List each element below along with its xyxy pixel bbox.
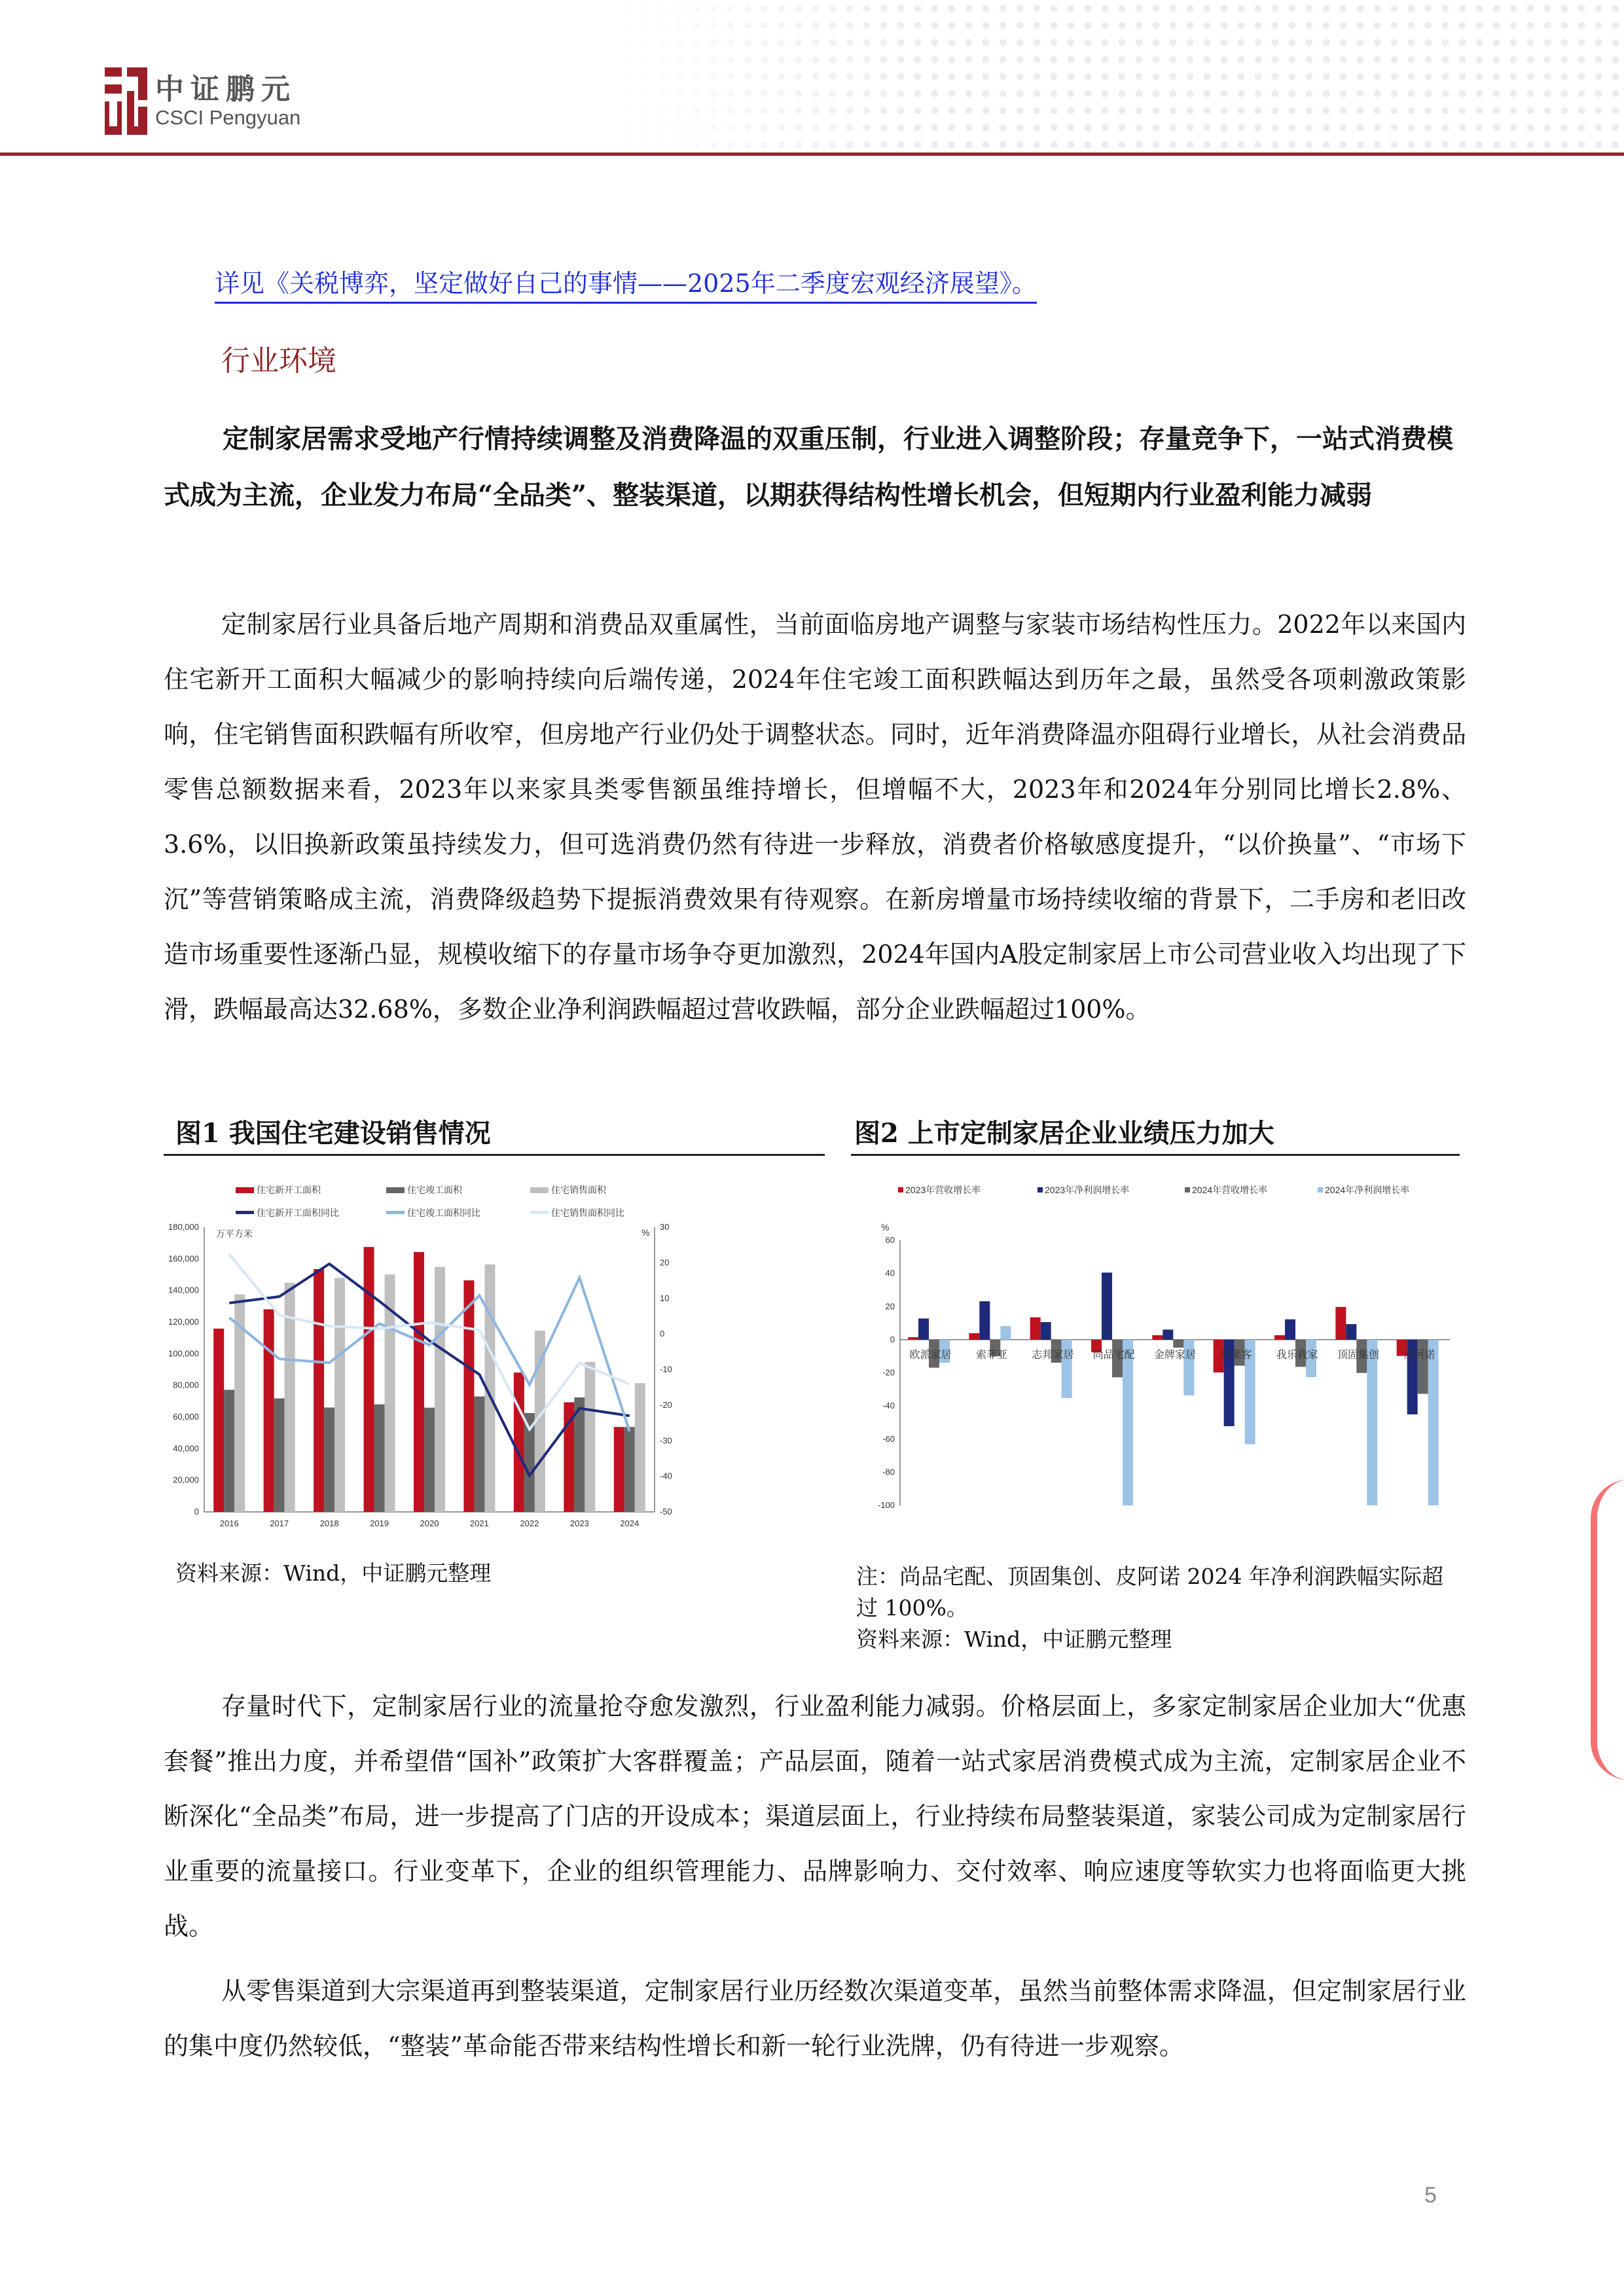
figure2-title: 图2 上市定制家居企业业绩压力加大	[854, 1118, 1274, 1149]
svg-text:-60: -60	[882, 1433, 895, 1444]
svg-text:140,000: 140,000	[168, 1285, 199, 1295]
svg-text:10: 10	[660, 1293, 670, 1303]
svg-text:2021: 2021	[469, 1518, 489, 1528]
svg-text:20,000: 20,000	[173, 1475, 199, 1485]
seal-stamp-decoration	[1591, 1479, 1624, 1780]
svg-text:2020: 2020	[420, 1518, 439, 1528]
svg-text:80,000: 80,000	[173, 1380, 199, 1390]
svg-text:2024年净利润增长率: 2024年净利润增长率	[1325, 1185, 1410, 1195]
svg-text:2017: 2017	[270, 1518, 289, 1528]
figure2-note: 注：尚品宅配、顶固集创、皮阿诺 2024 年净利润跌幅实际超过 100%。	[856, 1564, 1443, 1621]
svg-text:%: %	[881, 1222, 890, 1232]
section-title: 行业环境	[221, 344, 336, 378]
svg-text:2018: 2018	[319, 1518, 339, 1528]
svg-text:金牌家居: 金牌家居	[1153, 1349, 1197, 1361]
svg-text:住宅竣工面积同比: 住宅竣工面积同比	[407, 1208, 480, 1218]
svg-text:-50: -50	[660, 1507, 672, 1516]
svg-text:40: 40	[885, 1268, 895, 1278]
svg-text:2019: 2019	[370, 1518, 389, 1528]
header-divider	[0, 152, 1624, 156]
logo-chinese-name: 中证鹏元	[155, 72, 297, 106]
svg-text:2023年净利润增长率: 2023年净利润增长率	[1045, 1185, 1130, 1195]
page-header	[0, 0, 1624, 157]
company-logo	[105, 67, 300, 135]
svg-text:2023年营收增长率: 2023年营收增长率	[905, 1185, 981, 1195]
svg-text:2024年营收增长率: 2024年营收增长率	[1192, 1185, 1268, 1195]
svg-text:2022: 2022	[520, 1518, 539, 1528]
svg-text:尚品宅配: 尚品宅配	[1092, 1349, 1135, 1361]
svg-text:住宅新开工面积同比: 住宅新开工面积同比	[257, 1208, 339, 1218]
svg-text:-100: -100	[877, 1500, 895, 1510]
svg-text:住宅竣工面积: 住宅竣工面积	[407, 1185, 462, 1195]
svg-text:志邦家居: 志邦家居	[1032, 1349, 1074, 1361]
figure1-title: 图1 我国住宅建设销售情况	[175, 1118, 491, 1149]
svg-text:索菲亚: 索菲亚	[975, 1349, 1008, 1361]
figure2-rule	[851, 1154, 1460, 1156]
svg-text:-40: -40	[660, 1471, 672, 1481]
svg-text:60: 60	[885, 1235, 895, 1245]
svg-text:40,000: 40,000	[173, 1443, 199, 1454]
svg-text:顶固集创: 顶固集创	[1337, 1349, 1380, 1361]
world-map-dots-decoration	[603, 0, 1624, 151]
body-paragraph-3: 从零售渠道到大宗渠道再到整装渠道，定制家居行业历经数次渠道变革，虽然当前整体需求降温，但定制家居行业的集中度仍然较低，“整装”革命能否带来结构性增长和新一轮行业洗牌，仍有待进一步观察。	[164, 1977, 1466, 2060]
svg-text:2023: 2023	[569, 1518, 589, 1528]
figure1-chart	[164, 1158, 825, 1532]
page-number: 5	[1424, 2183, 1437, 2208]
svg-text:30: 30	[660, 1222, 670, 1232]
svg-text:-30: -30	[660, 1435, 672, 1446]
svg-text:0: 0	[660, 1329, 665, 1339]
svg-text:0: 0	[194, 1507, 199, 1516]
figure1-source: 资料来源：Wind，中证鹏元整理	[175, 1560, 492, 1586]
svg-text:-20: -20	[882, 1367, 895, 1378]
svg-text:2016: 2016	[219, 1518, 239, 1528]
svg-text:100,000: 100,000	[168, 1348, 199, 1359]
svg-text:120,000: 120,000	[168, 1317, 199, 1327]
svg-text:住宅销售面积: 住宅销售面积	[551, 1185, 606, 1195]
body-paragraph-2: 存量时代下，定制家居行业的流量抢夺愈发激烈，行业盈利能力减弱。价格层面上，多家定制家居企业加大“优惠套餐”推出力度，并希望借“国补”政策扩大客群覆盖；产品层面，随着一站式家居消费模式成为主流，定制家居企业不断深化“全品类”布局，进一步提高了门店的开设成本；渠道层面上，行业持续布局整装渠道，家装公司成为定制家居行业重要的流量接口。行业变革下，企业的组织管理能力、品牌影响力、交付效率、响应速度等软实力也将面临更大挑战。	[164, 1692, 1466, 1941]
body-paragraph-1: 定制家居行业具备后地产周期和消费品双重属性，当前面临房地产调整与家装市场结构性压力。2022年以来国内住宅新开工面积大幅减少的影响持续向后端传递，2024年住宅竣工面积跌幅达到历年之最，虽然受各项刺激政策影响，住宅销售面积跌幅有所收窄，但房地产行业仍处于调整状态。同时，近年消费降温亦阻碍行业增长，从社会消费品零售总额数据来看，2023年以来家具类零售额虽维持增长，但增幅不大，2023年和2024年分别同比增长2.8%、3.6%，以旧换新政策虽持续发力，但可选消费仍然有待进一步释放，消费者价格敏感度提升，“以价换量”、“市场下沉”等营销策略成主流，消费降级趋势下提振消费效果有待观察。在新房增量市场持续收缩的背景下，二手房和老旧改造市场重要性逐渐凸显，规模收缩下的存量市场争夺更加激烈，2024年国内A股定制家居上市公司营业收入均出现了下滑，跌幅最高达32.68%，多数企业净利润跌幅超过营收跌幅，部分企业跌幅超过100%。	[164, 610, 1466, 1024]
svg-text:好莱客: 好莱客	[1220, 1349, 1252, 1361]
svg-text:欧派家居: 欧派家居	[909, 1349, 952, 1361]
svg-text:我乐我家: 我乐我家	[1276, 1349, 1318, 1361]
svg-text:皮阿诺: 皮阿诺	[1403, 1349, 1435, 1361]
svg-text:-10: -10	[660, 1364, 672, 1374]
svg-text:-80: -80	[882, 1467, 895, 1477]
svg-text:万平方米: 万平方米	[216, 1229, 253, 1239]
svg-text:160,000: 160,000	[168, 1253, 199, 1264]
svg-text:-20: -20	[660, 1399, 672, 1410]
figure2-source: 资料来源：Wind，中证鹏元整理	[856, 1626, 1172, 1652]
svg-text:-40: -40	[882, 1401, 895, 1411]
svg-text:%: %	[641, 1227, 650, 1238]
svg-text:0: 0	[890, 1334, 895, 1344]
logo-mark-icon	[105, 67, 147, 135]
figure1-rule	[164, 1154, 825, 1156]
svg-text:20: 20	[885, 1301, 895, 1312]
svg-text:住宅新开工面积: 住宅新开工面积	[257, 1185, 321, 1195]
svg-text:60,000: 60,000	[173, 1412, 199, 1422]
lead-paragraph: 定制家居需求受地产行情持续调整及消费降温的双重压制，行业进入调整阶段；存量竞争下，一站式消费模式成为主流，企业发力布局“全品类”、整装渠道，以期获得结构性增长机会，但短期内行业盈利能力减弱	[164, 423, 1453, 511]
svg-text:2024: 2024	[620, 1518, 640, 1528]
svg-text:20: 20	[660, 1257, 670, 1268]
reference-link[interactable]: 详见《关税博弈，坚定做好自己的事情——2025年二季度宏观经济展望》。	[215, 263, 1037, 304]
logo-english-name: CSCI Pengyuan	[155, 105, 301, 129]
svg-text:住宅销售面积同比: 住宅销售面积同比	[551, 1208, 624, 1218]
svg-text:180,000: 180,000	[168, 1222, 199, 1232]
figure2-chart	[851, 1158, 1460, 1532]
